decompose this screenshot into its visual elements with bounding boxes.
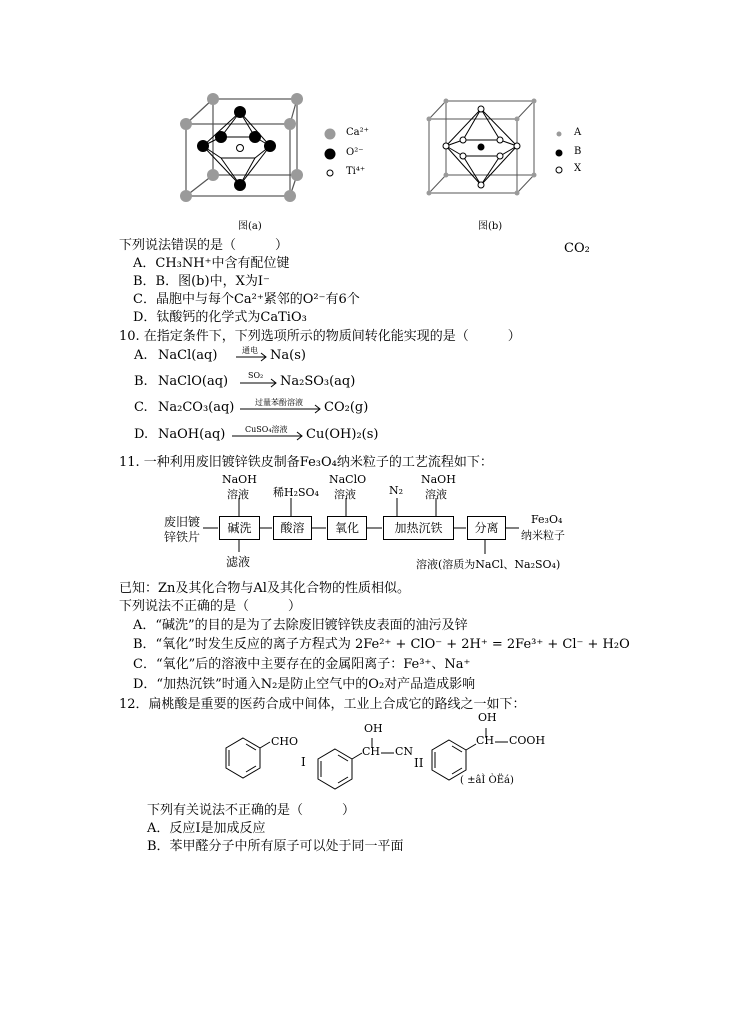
q11-option-c: C．“氧化”后的溶液中主要存在的金属阳离子：Fe³⁺、Na⁺ <box>133 657 471 672</box>
q10-b-reactant: NaClO(aq) <box>158 374 229 389</box>
q12-option-a: A．反应I是加成反应 <box>147 821 266 836</box>
side-label-co2: CO₂ <box>564 241 590 256</box>
q10-b-letter: B. <box>134 374 148 389</box>
reagent-1-line1: NaOH <box>222 473 257 486</box>
q10-a-condition: 通电 <box>242 346 258 355</box>
q10-d-letter: D. <box>134 427 149 442</box>
legend-a-gray-label: Ca²⁺ <box>346 127 369 138</box>
scheme-oh-1: OH <box>364 722 383 735</box>
q10-stem: 10. 在指定条件下，下列选项所示的物质间转化能实现的是（ ） <box>119 329 521 344</box>
q11-ask: 下列说法不正确的是（ ） <box>119 599 302 614</box>
q10-a-reactant: NaCl(aq) <box>158 348 218 363</box>
scheme-cn: CN <box>395 745 414 758</box>
q10-b-condition: SO₂ <box>248 371 264 380</box>
legend-b-gray-label: A <box>574 127 582 138</box>
flow-product-line2: 纳米粒子 <box>521 529 565 542</box>
scheme-oh-2: OH <box>478 711 497 724</box>
scheme-garbled-label: ( ±âÌ ÒËá) <box>460 775 514 786</box>
legend-b-white-label: X <box>574 163 582 174</box>
q10-c-reactant: Na₂CO₃(aq) <box>158 400 235 415</box>
q10-a-letter: A. <box>134 348 148 363</box>
q10-c-product: CO₂(g) <box>324 400 369 415</box>
scheme-cooh: COOH <box>509 734 546 747</box>
q10-a-product: Na(s) <box>270 348 306 363</box>
q9-option-a: A．CH₃NH⁺中含有配位键 <box>133 256 290 271</box>
q10-d-condition: CuSO₄溶液 <box>245 425 288 434</box>
q9-option-b: B．B．图(b)中，X为I⁻ <box>133 274 270 289</box>
flow-step-heat-precipitate: 加热沉铁 <box>383 516 454 540</box>
q10-d-reactant: NaOH(aq) <box>158 427 226 442</box>
flow-waste-filtrate: 滤液 <box>226 555 251 569</box>
reagent-3-line1: NaClO <box>329 473 367 486</box>
flow-step-oxidize: 氧化 <box>327 516 367 540</box>
q11-option-a: A．“碱洗”的目的是为了去除废旧镀锌铁皮表面的油污及锌 <box>133 618 468 633</box>
q9-stem: 下列说法错误的是（ ） <box>119 238 289 253</box>
scheme-roman-1: I <box>301 755 306 769</box>
scheme-ch-1: CH <box>362 745 381 758</box>
q11-option-b: B．“氧化”时发生反应的离子方程式为 2Fe²⁺ + ClO⁻ + 2H⁺ = 2Fe³⁺ + Cl⁻ + H₂O <box>133 637 630 652</box>
flow-start-line2: 锌铁片 <box>164 530 201 544</box>
q12-option-b: B．苯甲醛分子中所有原子可以处于同一平面 <box>147 839 404 854</box>
titanium-atom <box>237 145 244 152</box>
reagent-5-line1: NaOH <box>421 473 456 486</box>
q10-c-letter: C. <box>134 400 148 415</box>
figure-b-caption: 图(b) <box>478 221 503 232</box>
q10-b-product: Na₂SO₃(aq) <box>280 374 356 389</box>
q9-option-d: D．钛酸钙的化学式为CaTiO₃ <box>133 310 307 325</box>
scheme-roman-2: II <box>414 756 424 770</box>
q10-c-condition: 过量苯酚溶液 <box>255 398 303 407</box>
q9-option-c: C．晶胞中与每个Ca²⁺紧邻的O²⁻有6个 <box>133 292 360 307</box>
legend-a-white-label: Ti⁴⁺ <box>346 166 366 177</box>
q10-d-product: Cu(OH)₂(s) <box>306 427 379 442</box>
figure-a-caption: 图(a) <box>238 221 262 232</box>
scheme-ch-2: CH <box>476 734 495 747</box>
reagent-1-line2: 溶液 <box>227 488 249 501</box>
flow-start-line1: 废旧镀 <box>164 515 201 529</box>
q11-stem: 11. 一种利用废旧镀锌铁皮制备Fe₃O₄纳米粒子的工艺流程如下： <box>119 455 493 470</box>
legend-b-black-label: B <box>574 146 582 157</box>
reagent-4: N₂ <box>389 484 404 497</box>
flow-product-line1: Fe₃O₄ <box>531 513 563 526</box>
flow-step-acid-dissolve: 酸溶 <box>273 516 312 540</box>
q11-known: 已知：Zn及其化合物与Al及其化合物的性质相似。 <box>119 581 410 596</box>
legend-a-black-label: O²⁻ <box>346 147 364 158</box>
flow-step-alkali-wash: 碱洗 <box>219 516 260 540</box>
flow-step-separate: 分离 <box>467 516 506 540</box>
q12-stem: 12．扁桃酸是重要的医药合成中间体，工业上合成它的路线之一如下： <box>119 697 526 712</box>
reagent-5-line2: 溶液 <box>425 488 447 501</box>
flow-waste-solution: 溶液(溶质为NaCl、Na₂SO₄) <box>416 558 561 571</box>
q12-ask: 下列有关说法不正确的是（ ） <box>147 803 356 818</box>
reagent-2: 稀H₂SO₄ <box>273 486 319 499</box>
scheme-cho: CHO <box>271 735 299 748</box>
q11-option-d: D．“加热沉铁”时通入N₂是防止空气中的O₂对产品造成影响 <box>133 677 476 692</box>
reagent-3-line2: 溶液 <box>334 488 356 501</box>
